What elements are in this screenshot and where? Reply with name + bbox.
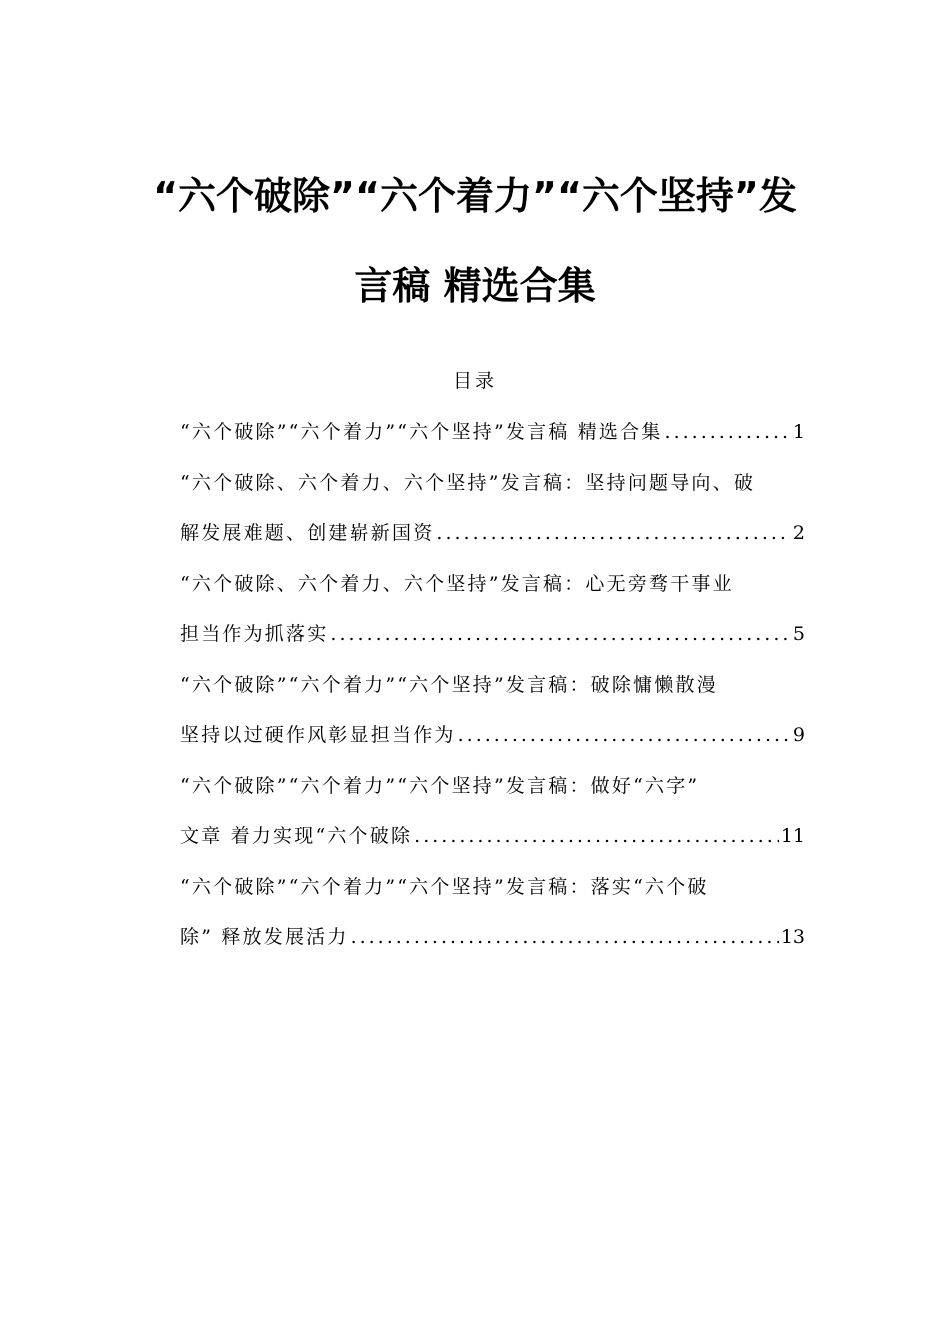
toc-entry-title-continued: 坚持以过硬作风彰显担当作为 [180, 724, 456, 746]
toc-entry-line [180, 619, 805, 670]
toc-entry[interactable] [180, 417, 805, 468]
toc-entry[interactable] [180, 872, 805, 973]
toc-entry-title: “六个破除、六个着力、六个坚持”发言稿：坚持问题导向、破 [180, 471, 756, 494]
toc-entry[interactable] [180, 569, 805, 670]
toc-entry-title: “六个破除”“六个着力”“六个坚持”发言稿 精选合集 [180, 421, 663, 443]
toc-entry-line [180, 821, 805, 872]
toc-dot-leader [330, 619, 791, 649]
toc-entry-title-continued: 除” 释放发展活力 [180, 926, 349, 948]
toc-entry-line [180, 720, 805, 771]
toc-page-number: 2 [792, 522, 805, 544]
toc-entry-title: “六个破除”“六个着力”“六个坚持”发言稿：做好“六字” [180, 774, 700, 797]
document-title-line-2: 言稿 精选合集 [354, 264, 596, 308]
document-title-line-1: “六个破除”“六个着力”“六个坚持”发 [153, 174, 797, 218]
toc-page-number: 11 [780, 825, 805, 847]
toc-entry-line [180, 518, 805, 569]
toc-entry-line [180, 872, 805, 923]
toc-entry-title-continued: 解发展难题、创建崭新国资 [180, 522, 435, 544]
toc-dot-leader [351, 922, 779, 952]
toc-dot-leader [414, 821, 779, 851]
toc-entry-line [180, 569, 805, 620]
toc-entry-line [180, 922, 805, 973]
toc-dot-leader [458, 720, 791, 750]
toc-heading: 目录 [452, 370, 497, 392]
toc-page-number: 5 [792, 623, 805, 645]
toc-page-number: 1 [792, 421, 805, 443]
toc-entry[interactable] [180, 670, 805, 771]
toc-entry-line [180, 417, 805, 468]
toc-entry[interactable] [180, 468, 805, 569]
toc-entry[interactable] [180, 771, 805, 872]
toc-dot-leader [665, 417, 791, 447]
toc-entry-title-continued: 担当作为抓落实 [180, 623, 329, 645]
toc-page-number: 13 [780, 926, 805, 948]
toc-entry-title: “六个破除”“六个着力”“六个坚持”发言稿：落实“六个破 [180, 875, 709, 898]
toc-entry-title: “六个破除”“六个着力”“六个坚持”发言稿：破除慵懒散漫 [180, 673, 718, 696]
toc-entry-line [180, 670, 805, 721]
table-of-contents [180, 417, 805, 973]
toc-entry-line [180, 468, 805, 519]
toc-entry-title-continued: 文章 着力实现“六个破除 [180, 825, 413, 847]
toc-entry-line [180, 771, 805, 822]
toc-entry-title: “六个破除、六个着力、六个坚持”发言稿：心无旁骛干事业 [180, 572, 734, 595]
toc-dot-leader [436, 518, 791, 548]
toc-page-number: 9 [792, 724, 805, 746]
